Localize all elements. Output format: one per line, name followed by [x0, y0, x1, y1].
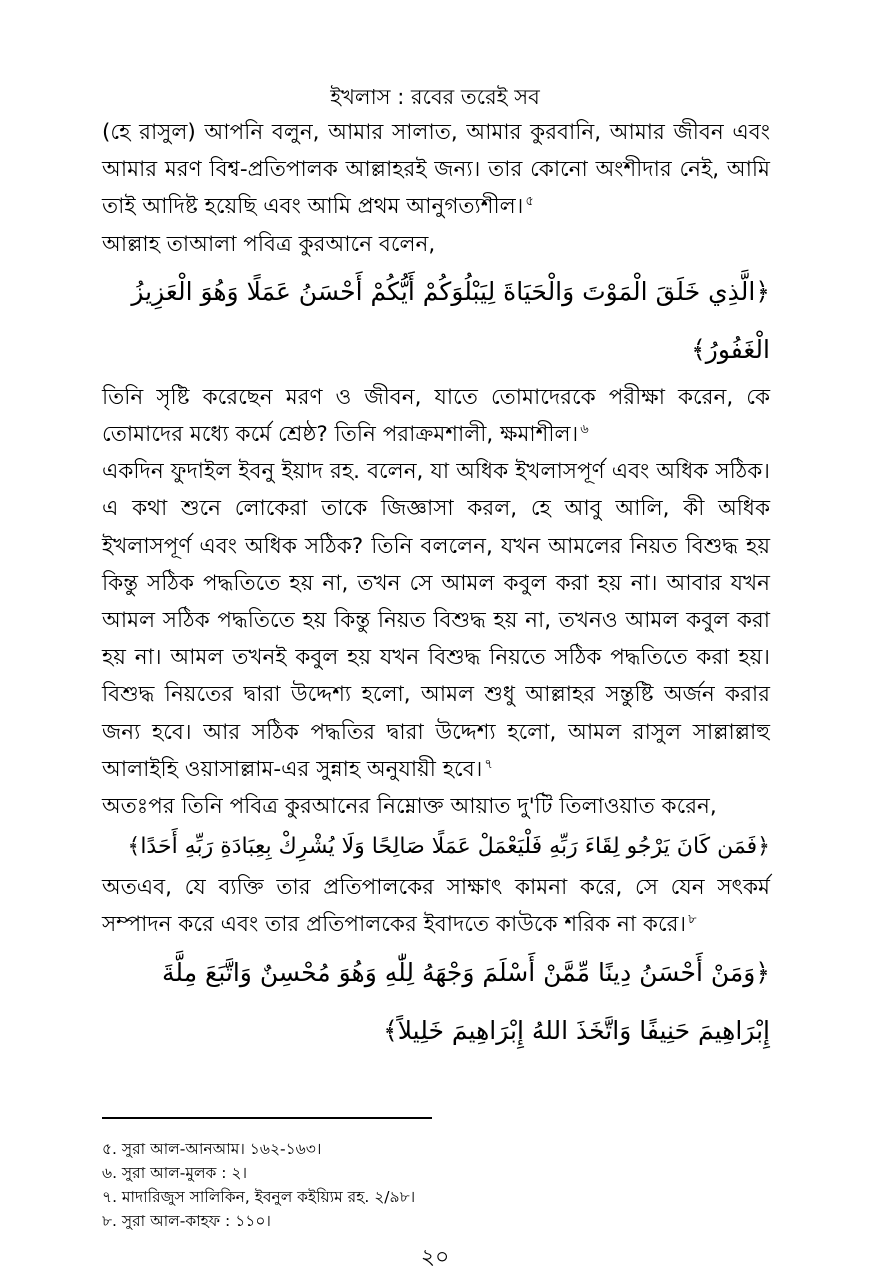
footnote-6: ৬. সুরা আল-মুলক : ২।: [102, 1164, 248, 1182]
paragraph-4: [102, 453, 770, 788]
footnote-5: ৫. সুরা আল-আনআম। ১৬২-১৬৩।: [102, 1140, 322, 1158]
paragraph-6: [102, 869, 770, 943]
paragraph-3-text: তিনি সৃষ্টি করেছেন মরণ ও জীবন, যাতে তোমাদেরকে পরীক্ষা করেন, কে তোমাদের মধ্যে কর্মে শ্রেষ্ঠ? তিনি পরাক্রমশালী, ক্ষমাশীল।: [102, 384, 770, 448]
footnote-divider: [102, 1117, 432, 1119]
footnote-ref-5: ৫: [525, 194, 534, 210]
body-text: [102, 114, 770, 1060]
arabic-verse-3: ﴿وَمَنْ أَحْسَنُ دِينًا مِّمَّنْ أَسْلَمَ وَجْهَهُ لِلّٰهِ وَهُوَ مُحْسِنٌ وَاتَّبَعَ مِلَّةَ إِبْرَاهِيمَ حَنِيفًا وَاتَّخَذَ اللهُ إِبْرَاهِيمَ خَلِيلاً﴾: [162, 957, 770, 1045]
footnote-ref-7: ৭: [484, 756, 493, 772]
footnote-8: ৮. সুরা আল-কাহফ : ১১০।: [102, 1212, 271, 1230]
footnote-ref-6: ৬: [580, 421, 589, 437]
page-number: ২০: [420, 1245, 450, 1270]
paragraph-1: [102, 114, 770, 226]
paragraph-5: অতঃপর তিনি পবিত্র কুরআনের নিম্নোক্ত আয়াত দু'টি তিলাওয়াত করেন,: [102, 794, 717, 820]
paragraph-2: আল্লাহ তাআলা পবিত্র কুরআনে বলেন,: [102, 231, 436, 257]
paragraph-3: [102, 379, 770, 453]
paragraph-1-text: (হে রাসুল) আপনি বলুন, আমার সালাত, আমার কুরবানি, আমার জীবন এবং আমার মরণ বিশ্ব-প্রতিপালক আল্লাহরই জন্য। তার কোনো অংশীদার নেই, আমি তাই আদিষ্ট হয়েছি এবং আমি প্রথম আনুগত্যশীল।: [102, 120, 770, 220]
footnote-7: ৭. মাদারিজুস সালিকিন, ইবনুল কইয়্যিম রহ. ২/৯৮।: [102, 1188, 416, 1206]
running-header: ইখলাস : রবের তরেই সব: [330, 85, 540, 109]
paragraph-6-text: অতএব, যে ব্যক্তি তার প্রতিপালকের সাক্ষাৎ কামনা করে, সে যেন সৎকর্ম সম্পাদন করে এবং তার প্রতিপালকের ইবাদতে কাউকে শরিক না করে।: [102, 875, 770, 938]
arabic-verse-1: ﴿الَّذِي خَلَقَ الْمَوْتَ وَالْحَيَاةَ لِيَبْلُوَكُمْ أَيُّكُمْ أَحْسَنُ عَمَلًا وَهُوَ الْعَزِيزُ الْغَفُورُ﴾: [131, 276, 770, 364]
paragraph-4-text: একদিন ফুদাইল ইবনু ইয়াদ রহ. বলেন, যা অধিক ইখলাসপূর্ণ এবং অধিক সঠিক। এ কথা শুনে লোকেরা তাকে জিজ্ঞাসা করল, হে আবু আলি, কী অধিক ইখলাসপূর্ণ এবং অধিক সঠিক? তিনি বললেন, যখন আমলের নিয়ত বিশুদ্ধ হয় কিন্তু সঠিক পদ্ধতিতে হয় না, তখন সে আমল কবুল করা হয় না। আবার যখন আমল সঠিক পদ্ধতিতে হয় কিন্তু নিয়ত বিশুদ্ধ হয় না, তখনও আমল কবুল করা হয় না। আমল তখনই কবুল হয় যখন বিশুদ্ধ নিয়তে সঠিক পদ্ধতিতে করা হয়। বিশুদ্ধ নিয়তের দ্বারা উদ্দেশ্য হলো, আমল শুধু আল্লাহর সন্তুষ্টি অর্জন করার জন্য হবে। আর সঠিক পদ্ধতির দ্বারা উদ্দেশ্য হলো, আমল রাসুল সাল্লাল্লাহু আলাইহি ওয়াসাল্লাম-এর সুন্নাহ অনুযায়ী হবে।: [102, 459, 770, 782]
arabic-verse-2: ﴿فَمَن كَانَ يَرْجُو لِقَاءَ رَبِّهِ فَلْيَعْمَلْ عَمَلًا صَالِحًا وَلَا يُشْرِكْ بِعِبَادَةِ رَبِّهِ أَحَدًا﴾: [127, 834, 770, 860]
footnote-ref-8: ৮: [688, 912, 697, 928]
footnotes: [102, 1137, 770, 1233]
